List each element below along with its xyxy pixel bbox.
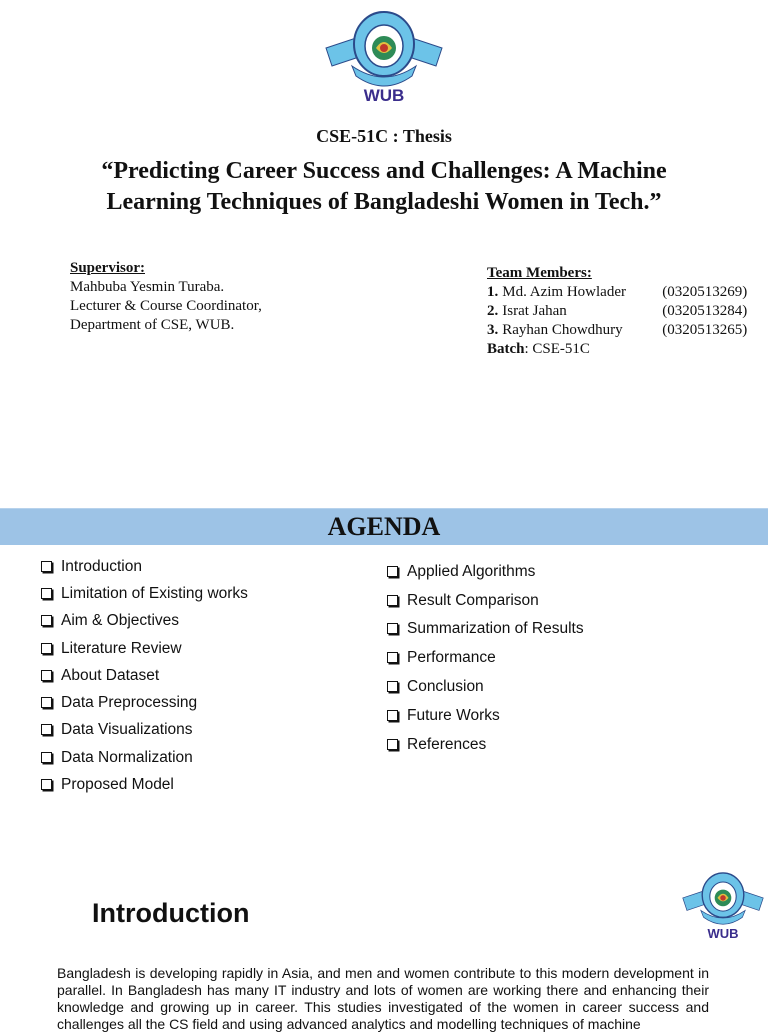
checkbox-icon bbox=[387, 710, 398, 721]
checkbox-icon bbox=[41, 724, 52, 735]
team-member bbox=[487, 321, 747, 340]
agenda-item bbox=[41, 776, 174, 794]
agenda-item-label: About Dataset bbox=[61, 667, 160, 684]
agenda-item bbox=[387, 649, 496, 667]
supervisor-role: Lecturer & Course Coordinator, bbox=[70, 298, 262, 314]
member-name: Rayhan Chowdhury bbox=[502, 322, 623, 338]
member-name: Md. Azim Howlader bbox=[502, 284, 626, 300]
team-member bbox=[487, 302, 747, 321]
agenda-item bbox=[41, 721, 193, 739]
checkbox-icon bbox=[387, 652, 398, 663]
wub-logo bbox=[322, 8, 446, 108]
agenda-item-label: Data Normalization bbox=[61, 749, 193, 766]
agenda-title: AGENDA bbox=[327, 512, 441, 541]
checkbox-icon bbox=[41, 779, 52, 790]
member-number: 1. bbox=[487, 284, 499, 300]
checkbox-icon bbox=[387, 623, 398, 634]
checkbox-icon bbox=[41, 643, 52, 654]
agenda-item bbox=[41, 585, 248, 603]
agenda-item bbox=[387, 592, 539, 610]
checkbox-icon bbox=[387, 739, 398, 750]
member-id: (0320513269) bbox=[662, 284, 748, 300]
checkbox-icon bbox=[387, 681, 398, 692]
agenda-item-label: Literature Review bbox=[61, 640, 182, 657]
supervisor-dept: Department of CSE, WUB. bbox=[70, 317, 235, 333]
batch-line bbox=[487, 340, 747, 359]
team-heading: Team Members: bbox=[487, 265, 592, 281]
thesis-title bbox=[40, 156, 728, 218]
thesis-title-line1: “Predicting Career Success and Challenges: A Machine bbox=[101, 158, 667, 184]
checkbox-icon bbox=[41, 670, 52, 681]
team-member bbox=[487, 283, 747, 302]
intro-title: Introduction bbox=[92, 898, 250, 928]
team-block bbox=[487, 264, 747, 359]
agenda-item bbox=[387, 678, 484, 696]
agenda-item-label: Performance bbox=[407, 649, 496, 666]
agenda-item-label: Data Visualizations bbox=[61, 721, 193, 738]
checkbox-icon bbox=[41, 615, 52, 626]
agenda-item bbox=[387, 736, 486, 754]
agenda-item bbox=[41, 558, 142, 576]
supervisor-heading: Supervisor: bbox=[70, 260, 145, 276]
agenda-item-label: References bbox=[407, 736, 487, 753]
agenda-item bbox=[41, 612, 179, 630]
agenda-item-label: Data Preprocessing bbox=[61, 694, 198, 711]
intro-text: Bangladesh is developing rapidly in Asia, and men and women contribute to this modern development in parallel. In Bangladesh has many IT industry and lots of women are working there and enhancing their knowledge and growing up in career. This studies investigated of the women in career success and challenges all the CS field and using advanced analytics and modelling techniques of machine bbox=[57, 965, 709, 1032]
checkbox-icon bbox=[41, 752, 52, 763]
logo-label-small: WUB bbox=[707, 926, 739, 941]
agenda-item bbox=[41, 749, 193, 767]
agenda-item bbox=[41, 667, 159, 685]
checkbox-icon bbox=[41, 588, 52, 599]
agenda-item bbox=[387, 563, 535, 581]
member-id: (0320513265) bbox=[662, 322, 748, 338]
supervisor-name: Mahbuba Yesmin Turaba. bbox=[70, 279, 225, 295]
batch-label: Batch bbox=[487, 341, 525, 357]
member-name: Israt Jahan bbox=[502, 303, 567, 319]
agenda-item-label: Conclusion bbox=[407, 678, 484, 695]
agenda-item-label: Limitation of Existing works bbox=[61, 585, 248, 602]
agenda-item bbox=[41, 640, 182, 658]
agenda-item bbox=[387, 620, 584, 638]
agenda-item-label: Aim & Objectives bbox=[61, 612, 180, 629]
checkbox-icon bbox=[41, 697, 52, 708]
agenda-item-label: Applied Algorithms bbox=[407, 563, 536, 580]
logo-label: WUB bbox=[363, 86, 405, 105]
agenda-item bbox=[387, 707, 500, 725]
course-title: CSE-51C : Thesis bbox=[316, 126, 452, 146]
member-number: 3. bbox=[487, 322, 499, 338]
agenda-item-label: Summarization of Results bbox=[407, 620, 584, 637]
agenda-item-label: Future Works bbox=[407, 707, 500, 724]
checkbox-icon bbox=[387, 566, 398, 577]
agenda-item-label: Result Comparison bbox=[407, 592, 539, 609]
wub-logo-small bbox=[680, 870, 766, 942]
supervisor-block bbox=[70, 259, 262, 335]
member-number: 2. bbox=[487, 303, 499, 319]
checkbox-icon bbox=[387, 595, 398, 606]
thesis-title-line2: Learning Techniques of Bangladeshi Women in Tech.” bbox=[106, 189, 662, 215]
batch-value: : CSE-51C bbox=[524, 341, 590, 357]
agenda-item-label: Introduction bbox=[61, 558, 142, 575]
agenda-item bbox=[41, 694, 197, 712]
member-id: (0320513284) bbox=[662, 303, 748, 319]
checkbox-icon bbox=[41, 561, 52, 572]
agenda-item-label: Proposed Model bbox=[61, 776, 174, 793]
